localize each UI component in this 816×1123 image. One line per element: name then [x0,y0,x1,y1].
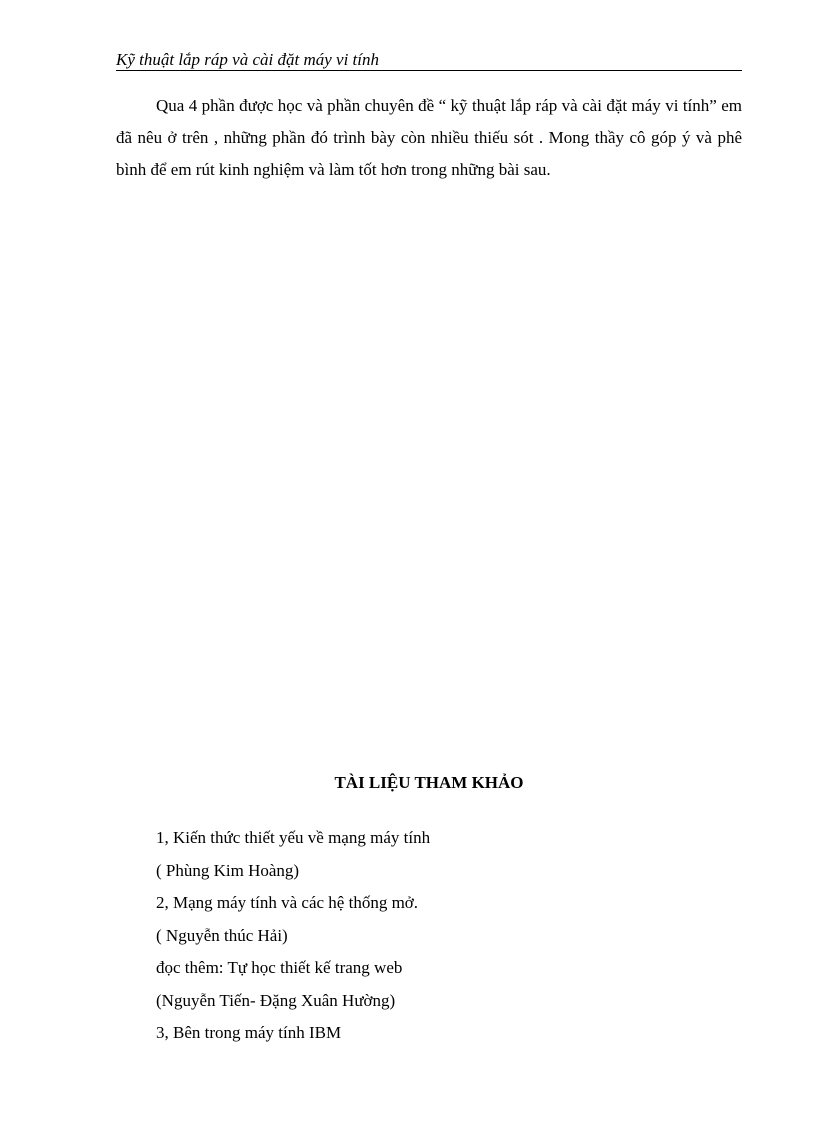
running-header: Kỹ thuật lắp ráp và cài đặt máy vi tính [116,49,742,71]
reference-line: (Nguyễn Tiến- Đặng Xuân Hường) [156,990,396,1010]
references-heading: TÀI LIỆU THAM KHẢO [334,773,524,792]
conclusion-paragraph: Qua 4 phần được học và phần chuyên đề “ kỹ thuật lắp ráp và cài đặt máy vi tính” em đã nêu ở trên , những phần đó trình bày còn nhiều thiếu sót . Mong thầy cô góp ý và phê bình để em rút kinh nghiệm và làm tốt hơn trong những bài sau. [116,96,742,179]
reference-line: ( Phùng Kim Hoàng) [156,860,300,880]
reference-line: 1, Kiến thức thiết yếu về mạng máy tính [156,828,431,847]
reference-line: ( Nguyễn thúc Hải) [156,925,288,945]
reference-line: đọc thêm: Tự học thiết kế trang web [156,958,403,977]
reference-line: 2, Mạng máy tính và các hệ thống mở. [156,893,419,912]
references-list [156,822,736,1050]
reference-line: 3, Bên trong máy tính IBM [156,1023,342,1042]
